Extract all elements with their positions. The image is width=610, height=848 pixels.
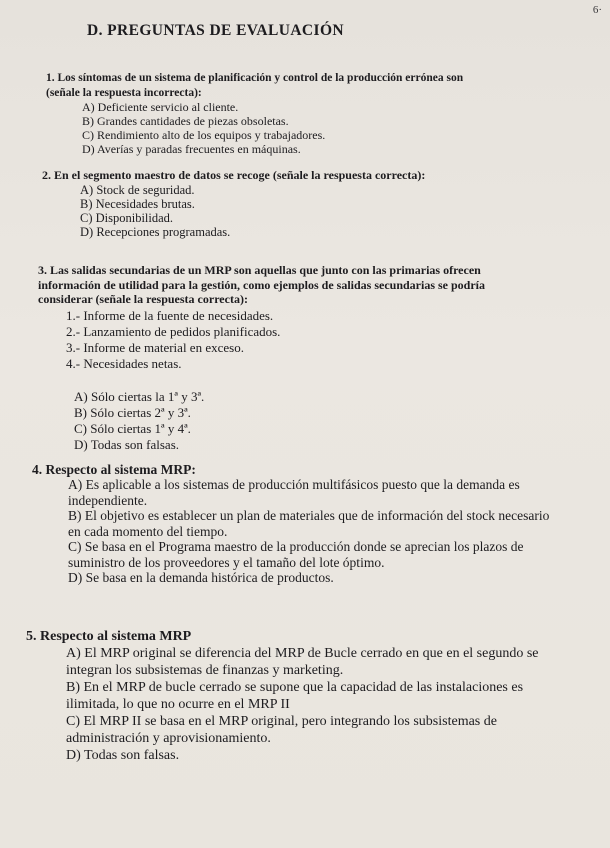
question-1-option-b: B) Grandes cantidades de piezas obsoletas. [82,114,289,128]
question-5-option-b-cont: ilimitada, lo que no ocurre en el MRP II [66,697,290,712]
question-2-option-d: D) Recepciones programadas. [80,224,231,239]
question-5 [26,629,586,764]
question-2-option-a: A) Stock de seguridad. [80,182,195,197]
question-3-item-1: 1.- Informe de la fuente de necesidades. [66,307,274,323]
question-3-item-2: 2.- Lanzamiento de pedidos planificados. [66,323,281,339]
question-1 [46,71,556,156]
question-4-option-c: C) Se basa en el Programa maestro de la producción donde se aprecian los plazos de [68,539,524,554]
question-4-option-b: B) El objetivo es establecer un plan de materiales que de información del stock necesario [68,508,550,523]
question-3-item-4: 4.- Necesidades netas. [66,355,182,371]
question-4-option-c-cont: suministro de los proveedores y el tamaño del lote óptimo. [68,554,385,570]
question-5-option-b: B) En el MRP de bucle cerrado se supone que la capacidad de las instalaciones es [66,680,524,695]
question-3-line-3: considerar (señale la respuesta correcta): [38,292,248,306]
question-2-option-c: C) Disponibilidad. [80,210,174,225]
section-title: D. PREGUNTAS DE EVALUACIÓN [87,22,344,39]
question-4-option-a-cont: independiente. [68,492,148,508]
question-5-option-a: A) El MRP original se diferencia del MRP de Bucle cerrado en que en el segundo se [66,646,539,661]
question-3-option-d: D) Todas son falsas. [74,436,180,452]
question-5-option-c: C) El MRP II se basa en el MRP original, pero integrando los subsistemas de [66,714,497,729]
question-1-option-a: A) Deficiente servicio al cliente. [82,100,239,114]
question-3-item-3: 3.- Informe de material en exceso. [66,339,244,355]
question-1-line-2: (señale la respuesta incorrecta): [46,86,202,99]
question-5-line-1: 5. Respecto al sistema MRP [26,629,192,644]
question-5-option-a-cont: integran los subsistemas de finanzas y marketing. [66,663,344,678]
question-5-option-c-cont: administración y aprovisionamiento. [66,731,271,746]
question-4-option-a: A) Es aplicable a los sistemas de producción multifásicos puesto que la demanda es [68,477,520,492]
question-3-option-b: B) Sólo ciertas 2ª y 3ª. [74,404,191,420]
page-number: 6· [592,4,602,16]
question-1-option-c: C) Rendimiento alto de los equipos y trabajadores. [82,128,326,142]
question-2-option-b: B) Necesidades brutas. [80,196,195,211]
question-1-line-1: 1. Los síntomas de un sistema de planificación y control de la producción errónea son [46,72,464,84]
question-3-option-a: A) Sólo ciertas la 1ª y 3ª. [74,388,205,404]
question-3-line-2: información de utilidad para la gestión, como ejemplos de salidas secundarias se podría [38,277,486,292]
question-3 [38,263,573,453]
question-3-line-1: 3. Las salidas secundarias de un MRP son aquellas que junto con las primarias ofrecen [38,263,481,277]
question-4-option-b-cont: en cada momento del tiempo. [68,523,228,539]
question-5-option-d: D) Todas son falsas. [66,748,180,763]
question-4 [32,462,577,586]
question-2-line-1: 2. En el segmento maestro de datos se recoge (señale la respuesta correcta): [42,168,426,182]
question-4-option-d: D) Se basa en la demanda histórica de productos. [68,570,334,585]
question-1-option-d: D) Averías y paradas frecuentes en máquinas. [82,142,301,156]
question-4-line-1: 4. Respecto al sistema MRP: [32,462,196,477]
question-2 [42,168,562,239]
question-3-option-c: C) Sólo ciertas 1ª y 4ª. [74,420,191,436]
